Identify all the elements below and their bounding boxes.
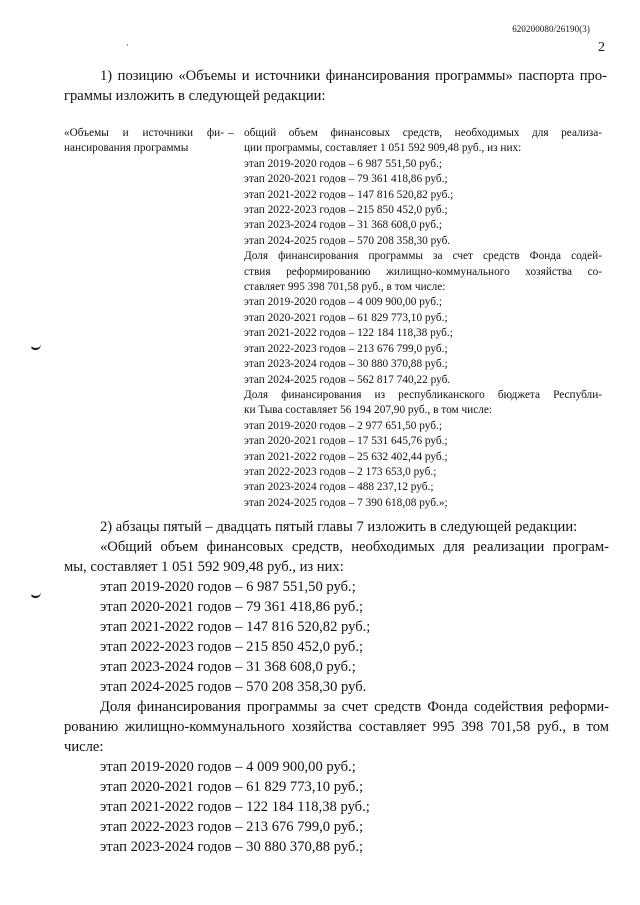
paragraph-line: числе:	[64, 739, 104, 755]
scan-speck	[127, 44, 128, 46]
table-right-line: этап 2023-2024 годов – 30 880 370,88 руб.;	[244, 358, 448, 371]
paragraph-2	[64, 517, 609, 857]
page-number: 2	[598, 40, 605, 55]
table-right-line: ки Тыва составляет 56 194 207,90 руб., в том числе:	[244, 404, 493, 417]
table-right-line: ции программы, составляет 1 051 592 909,48 руб., из них:	[244, 142, 522, 155]
table-right-line: этап 2020-2021 годов – 17 531 645,76 руб.;	[244, 435, 448, 448]
paragraph-line: этап 2022-2023 годов – 213 676 799,0 руб.;	[100, 819, 364, 835]
table-right-line: ствия реформированию жилищно-коммунального хозяйства со-	[244, 265, 602, 278]
table-right-line: этап 2019-2020 годов – 4 009 900,00 руб.;	[244, 296, 442, 309]
table-right-line: Доля финансирования из республиканского бюджета Республи-	[244, 388, 602, 401]
table-right-line: Доля финансирования программы за счет средств Фонда содей-	[244, 250, 602, 263]
paragraph-line: этап 2019-2020 годов – 4 009 900,00 руб.;	[100, 759, 356, 775]
table-right-line: этап 2024-2025 годов – 570 208 358,30 руб.	[244, 234, 451, 247]
paragraph-1	[64, 66, 607, 106]
table-right-line: этап 2022-2023 годов – 213 676 799,0 руб.;	[244, 342, 448, 355]
table-right-line: этап 2024-2025 годов – 7 390 618,08 руб.»;	[244, 496, 448, 509]
table-right-line: этап 2023-2024 годов – 488 237,12 руб.;	[244, 481, 434, 494]
table-left-line: «Объемы и источники фи-	[64, 127, 224, 139]
table-left-cell	[64, 126, 224, 157]
paragraph-line: рованию жилищно-коммунального хозяйства составляет 995 398 701,58 руб., в том	[64, 719, 609, 735]
table-right-line: этап 2021-2022 годов – 147 816 520,82 руб.;	[244, 188, 454, 201]
paragraph-line: этап 2020-2021 годов – 79 361 418,86 руб.;	[100, 599, 364, 615]
table-right-line: этап 2020-2021 годов – 79 361 418,86 руб.;	[244, 173, 448, 186]
table-right-line: этап 2019-2020 годов – 6 987 551,50 руб.;	[244, 157, 442, 170]
paragraph-line: Доля финансирования программы за счет средств Фонда содействия реформи-	[100, 699, 609, 715]
paragraph-line: граммы изложить в следующей редакции:	[64, 88, 326, 104]
margin-mark	[30, 342, 41, 350]
paragraph-line: 2) абзацы пятый – двадцать пятый главы 7 изложить в следующей редакции:	[100, 519, 578, 535]
paragraph-line: этап 2023-2024 годов – 31 368 608,0 руб.;	[100, 659, 356, 675]
paragraph-line: 1) позицию «Объемы и источники финансирования программы» паспорта про-	[100, 68, 607, 84]
table-dash: –	[228, 127, 234, 139]
paragraph-line: этап 2021-2022 годов – 122 184 118,38 руб.;	[100, 799, 370, 815]
margin-mark	[30, 590, 41, 598]
table-right-line: этап 2020-2021 годов – 61 829 773,10 руб.;	[244, 311, 448, 324]
table-right-line: этап 2023-2024 годов – 31 368 608,0 руб.;	[244, 219, 442, 232]
paragraph-line: этап 2021-2022 годов – 147 816 520,82 руб.;	[100, 619, 371, 635]
table-right-line: этап 2019-2020 годов – 2 977 651,50 руб.;	[244, 419, 442, 432]
paragraph-line: мы, составляет 1 051 592 909,48 руб., из них:	[64, 559, 344, 575]
document-code: 620200080/26190(3)	[512, 24, 590, 34]
table-right-line: этап 2021-2022 годов – 25 632 402,44 руб.;	[244, 450, 448, 463]
paragraph-line: этап 2024-2025 годов – 570 208 358,30 руб.	[100, 679, 367, 695]
table-left-line: нансирования программы	[64, 142, 189, 155]
table-right-line: этап 2022-2023 годов – 215 850 452,0 руб.;	[244, 204, 448, 217]
paragraph-line: этап 2023-2024 годов – 30 880 370,88 руб.;	[100, 839, 364, 855]
table-right-line: этап 2022-2023 годов – 2 173 653,0 руб.;	[244, 465, 437, 478]
table-right-line: общий объем финансовых средств, необходимых для реализа-	[244, 127, 602, 139]
table-right-line: этап 2024-2025 годов – 562 817 740,22 руб.	[244, 373, 451, 386]
paragraph-line: этап 2020-2021 годов – 61 829 773,10 руб.;	[100, 779, 364, 795]
paragraph-line: «Общий объем финансовых средств, необходимых для реализации програм-	[100, 539, 609, 555]
table-right-line: этап 2021-2022 годов – 122 184 118,38 руб.;	[244, 327, 453, 340]
paragraph-line: этап 2019-2020 годов – 6 987 551,50 руб.;	[100, 579, 356, 595]
table-right-line: ставляет 995 398 701,58 руб., в том числе:	[244, 281, 446, 294]
table-right-cell	[244, 126, 602, 511]
paragraph-line: этап 2022-2023 годов – 215 850 452,0 руб.;	[100, 639, 364, 655]
